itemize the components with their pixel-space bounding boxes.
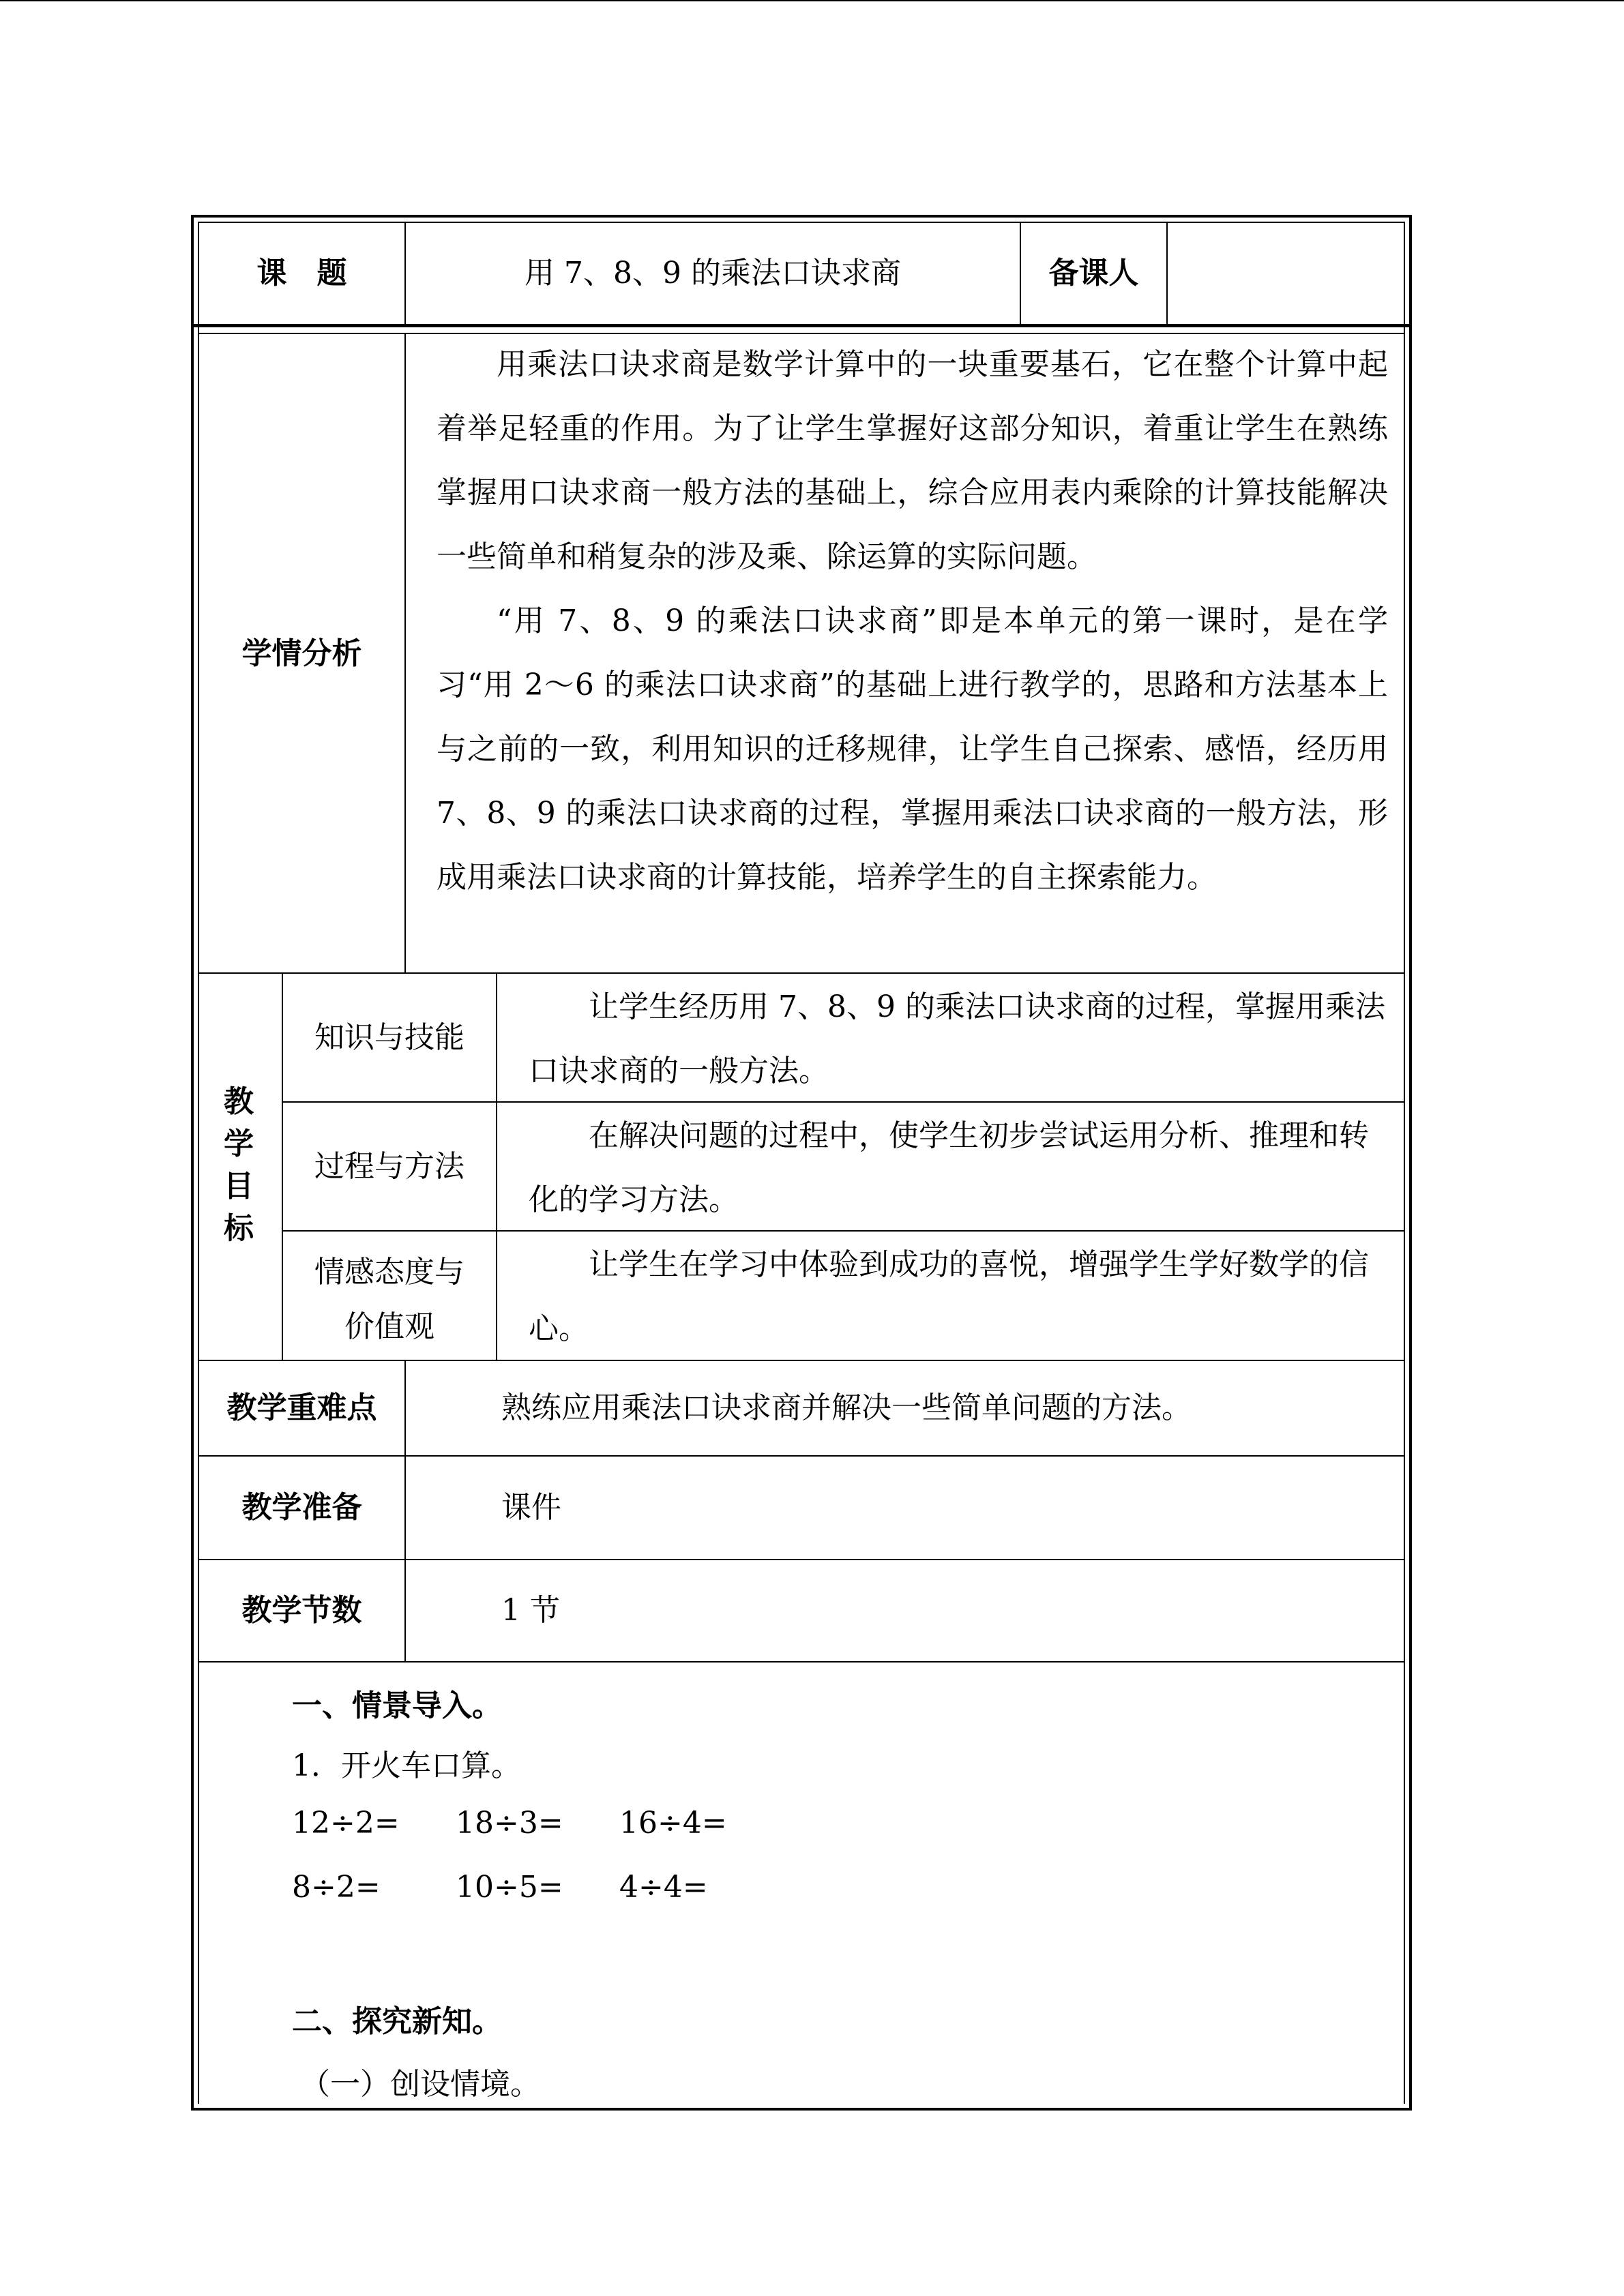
goal-attitude-label (283, 1245, 496, 1354)
oral-calc-cell: 8÷2= (292, 1870, 381, 1905)
oral-calc-cell: 10÷5= (456, 1870, 563, 1905)
oral-calc-cell: 4÷4= (619, 1870, 708, 1905)
goal-attitude-label-line1: 情感态度与 (314, 1255, 464, 1289)
keypoints-label: 教学重难点 (226, 1390, 377, 1426)
inner-right-rule (1404, 222, 1405, 2104)
periods-label: 教学节数 (241, 1593, 362, 1628)
preparer-label: 备课人 (1048, 256, 1139, 291)
periods-value: 1 节 (501, 1593, 560, 1628)
goal-knowledge-label: 知识与技能 (314, 1019, 464, 1055)
info-divider (404, 1360, 406, 1661)
goals-vertical-label (218, 1081, 259, 1250)
process-item-1: 1．开火车口算。 (292, 1748, 521, 1783)
oral-calc-cell: 18÷3= (456, 1806, 563, 1840)
goal-attitude-text: 让学生在学习中体验到成功的喜悦，增强学生学好数学的信心。 (529, 1247, 1369, 1346)
process-sub-1: （一）创设情境。 (300, 2067, 540, 2102)
section-2-title: 二、探究新知。 (292, 2004, 502, 2039)
topic-label: 课 题 (256, 256, 347, 291)
analysis-label: 学情分析 (241, 636, 362, 672)
oral-calc-cell: 12÷2= (292, 1806, 400, 1840)
goal-attitude-label-line2: 价值观 (344, 1309, 434, 1344)
preparation-value: 课件 (501, 1490, 561, 1525)
page-top-rule (0, 0, 1624, 1)
analysis-divider (404, 333, 406, 974)
goals-label-char: 目 (224, 1169, 254, 1204)
process-top-rule (198, 1661, 1405, 1663)
section-1-title: 一、情景导入。 (292, 1688, 502, 1723)
header-bottom-rule (191, 324, 1412, 327)
analysis-paragraph-1: 用乘法口诀求商是数学计算中的一块重要基石，它在整个计算中起着举足轻重的作用。为了让学生掌握好这部分知识，着重让学生在熟练掌握用口诀求商一般方法的基础上，综合应用表内乘除的计算技能解决一些简单和稍复杂的涉及乘、除运算的实际问题。 (437, 347, 1388, 574)
goals-label-char: 教 (224, 1084, 254, 1119)
goal-process-text: 在解决问题的过程中，使学生初步尝试运用分析、推理和转化的学习方法。 (529, 1118, 1369, 1217)
goal-knowledge-text: 让学生经历用 7、8、9 的乘法口诀求商的过程，掌握用乘法口诀求商的一般方法。 (529, 989, 1385, 1088)
keypoints-value: 熟练应用乘法口诀求商并解决一些简单问题的方法。 (501, 1390, 1192, 1426)
preparation-label: 教学准备 (241, 1490, 362, 1525)
oral-calc-cell: 16÷4= (619, 1806, 727, 1840)
preparer-value (1168, 223, 1404, 324)
goals-label-char: 标 (224, 1211, 254, 1246)
goals-divider-2 (496, 972, 497, 1361)
goal-process-label: 过程与方法 (314, 1148, 464, 1184)
goals-label-char: 学 (224, 1127, 254, 1161)
topic-value: 用 7、8、9 的乘法口诀求商 (525, 256, 901, 291)
analysis-paragraph-2: “用 7、8、9 的乘法口诀求商”即是本单元的第一课时，是在学习“用 2～6 的乘法口诀求商”的基础上进行教学的，思路和方法基本上与之前的一致，利用知识的迁移规律，让学生自己探索、感悟，经历用 7、8、9 的乘法口诀求商的过程，掌握用乘法口诀求商的一般方法，形成用乘法口诀求商的计算技能，培养学生的自主探索能力。 (437, 603, 1388, 895)
